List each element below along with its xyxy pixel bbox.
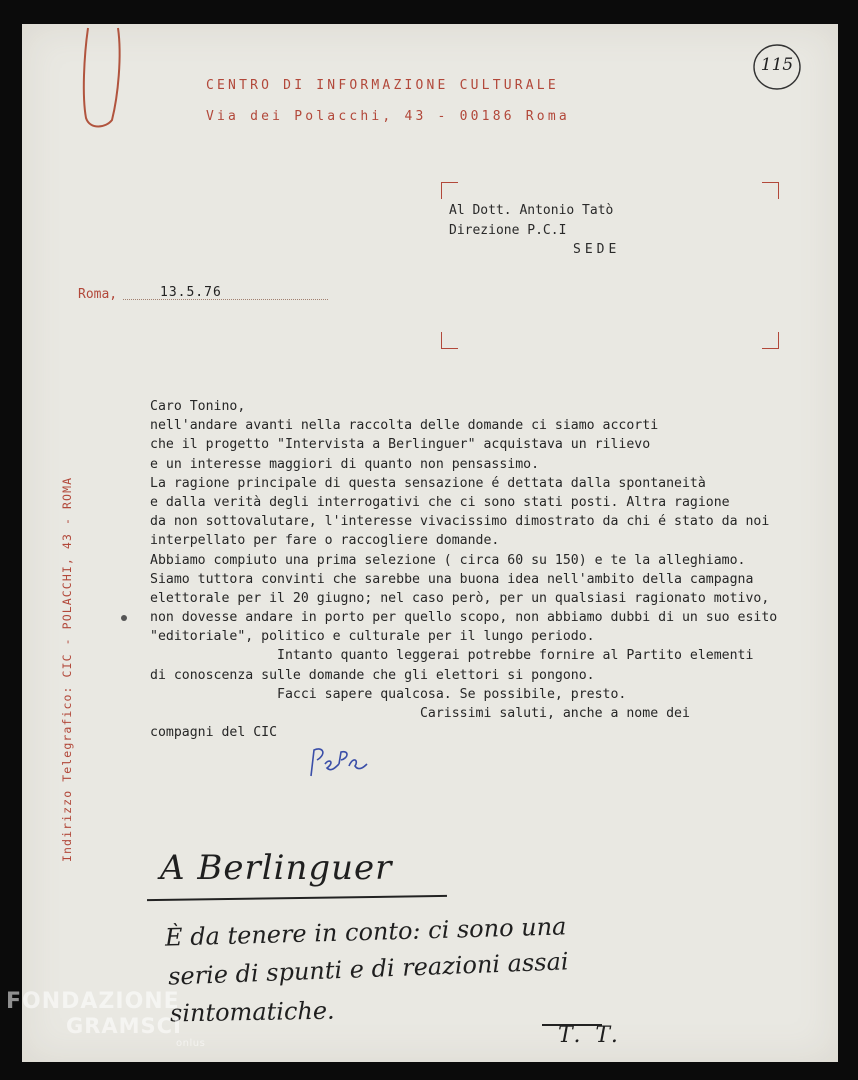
letter-line: e dalla verità degli interrogativi che ci sono stati posti. Altra ragione	[150, 494, 730, 510]
watermark-line: FONDAZIONE	[6, 989, 180, 1014]
letter-line: Carissimi saluti, anche a nome dei	[150, 706, 690, 721]
letter-line: di conoscenza sulle domande che gli elettori si pongono.	[150, 667, 595, 683]
letterhead-address: Via dei Polacchi, 43 - 00186 Roma	[206, 109, 570, 124]
letter-line: compagni del CIC	[150, 725, 278, 741]
letter-line: Facci sapere qualcosa. Se possibile, presto.	[150, 686, 627, 702]
page-number: 115	[760, 55, 794, 75]
letter-body	[150, 397, 800, 742]
letter-line: nell'andare avanti nella raccolta delle domande ci siamo accorti	[150, 418, 659, 434]
handwritten-note-line: È da tenere in conto: ci sono una	[164, 912, 567, 952]
letter-line: e un interesse maggiori di quanto non pensassimo.	[150, 456, 540, 472]
letter-line: da non sottovalutare, l'interesse vivacissimo dimostrato da chi é stato da noi	[150, 514, 770, 530]
address-corner-mark	[441, 182, 458, 199]
handwritten-title: A Berlinguer	[160, 848, 393, 888]
watermark-line: GRAMSCI	[66, 1014, 182, 1038]
letter-line: interpellato per fare o raccogliere domande.	[150, 533, 500, 549]
handwritten-note-line: serie di spunti e di reazioni assai	[167, 947, 570, 991]
fondazione-watermark	[6, 989, 206, 1049]
handwritten-signature	[305, 742, 369, 782]
watermark-line: onlus	[176, 1038, 206, 1049]
margin-dot	[121, 615, 127, 621]
letterhead-organization: CENTRO DI INFORMAZIONE CULTURALE	[206, 78, 559, 93]
address-corner-mark	[762, 182, 779, 199]
letter-line: Intanto quanto leggerai potrebbe fornire al Partito elementi	[150, 648, 754, 664]
date-dotted-line	[123, 299, 328, 300]
date-value: 13.5.76	[160, 285, 222, 300]
letter-line: che il progetto "Intervista a Berlinguer" acquistava un rilievo	[150, 437, 651, 453]
date-label: Roma,	[78, 287, 118, 302]
letter-line: Caro Tonino,	[150, 399, 246, 414]
telegraphic-address: Indirizzo Telegrafico: CIC - POLACCHI, 43 - ROMA	[60, 476, 74, 862]
letter-line: Abbiamo compiuto una prima selezione ( circa 60 su 150) e te la alleghiamo.	[150, 552, 746, 568]
letter-line: elettorale per il 20 giugno; nel caso però, per un qualsiasi ragionato motivo,	[150, 590, 770, 606]
handwritten-initials: T. T.	[558, 1023, 622, 1048]
address-corner-mark	[762, 332, 779, 349]
recipient-location: SEDE	[573, 242, 621, 257]
letter-line: Siamo tuttora convinti che sarebbe una buona idea nell'ambito della campagna	[150, 571, 754, 587]
paperclip-mark	[78, 26, 122, 130]
letter-line: La ragione principale di questa sensazione é dettata dalla spontaneità	[150, 475, 706, 491]
letter-line: "editoriale", politico e culturale per il lungo periodo.	[150, 629, 595, 645]
address-corner-mark	[441, 332, 458, 349]
recipient-name: Al Dott. Antonio Tatò	[449, 203, 614, 218]
recipient-department: Direzione P.C.I	[449, 223, 567, 238]
handwritten-note-line: sintomatiche.	[169, 996, 335, 1028]
letter-line: non dovesse andare in porto per quello scopo, non abbiamo dubbi di un suo esito	[150, 610, 778, 626]
page-number-stamp	[752, 42, 802, 92]
